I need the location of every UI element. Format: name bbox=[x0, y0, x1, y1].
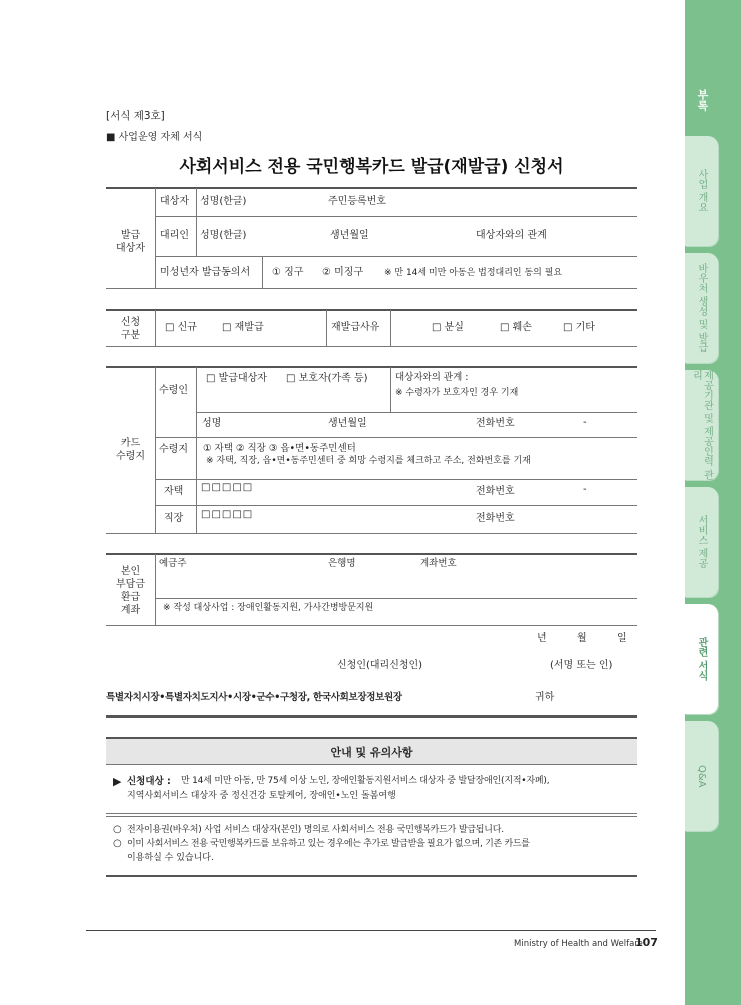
applicant-section-label: 발급 대상자 bbox=[116, 230, 145, 254]
target-name-label: 성명(한글) bbox=[200, 196, 247, 207]
tab-forms[interactable]: 관련 서식 bbox=[685, 604, 718, 714]
target-label: 대상자 bbox=[160, 196, 189, 207]
request-new-checkbox[interactable]: □ 신규 bbox=[165, 322, 197, 333]
sign-day: 일 bbox=[617, 633, 627, 644]
receive-section-label: 카드 수령지 bbox=[116, 438, 145, 462]
receiver-phone-label: 전화번호 bbox=[476, 418, 515, 429]
notice-target-label: 신청대상 : bbox=[127, 776, 171, 787]
signature-label: (서명 또는 인) bbox=[550, 660, 613, 671]
agent-birth-label: 생년월일 bbox=[330, 230, 369, 241]
reason-other-checkbox[interactable]: □ 기타 bbox=[563, 322, 595, 333]
tab-qna[interactable]: Q&A bbox=[685, 721, 718, 831]
circle-bullet-icon: ○ bbox=[113, 838, 122, 849]
circle-bullet-icon: ○ bbox=[113, 824, 122, 835]
home-phone-label: 전화번호 bbox=[476, 486, 515, 497]
notice-target-text-1: 만 14세 미만 아동, 만 75세 이상 노인, 장애인활동지원서비스 대상자 중 발달장애인(지적•자폐), bbox=[181, 776, 550, 786]
tab-appendix-label: 부록 bbox=[696, 89, 709, 111]
addressee: 특별자치시장•특별자치도지사•시장•군수•구청장, 한국사회보장정보원장 bbox=[106, 692, 402, 703]
minor-opt-not-collected[interactable]: ② 미징구 bbox=[322, 267, 364, 278]
notice-target-box bbox=[106, 763, 637, 814]
tab-voucher[interactable]: 바우처 생성 및 발급 bbox=[685, 253, 718, 363]
agent-name-label: 성명(한글) bbox=[200, 230, 247, 241]
form-number: [서식 제3호] bbox=[106, 110, 165, 122]
receiver-relation-note: ※ 수령자가 보호자인 경우 기재 bbox=[395, 388, 519, 398]
work-label: 직장 bbox=[164, 513, 184, 524]
sign-year: 년 bbox=[537, 633, 547, 644]
notice-item-2a: 이미 사회서비스 전용 국민행복카드를 보유하고 있는 경우에는 추가로 발급받을 필요가 없으며, 기존 카드를 bbox=[127, 839, 530, 849]
bank-name-label: 은행명 bbox=[328, 558, 356, 569]
request-reissue-checkbox[interactable]: □ 재발급 bbox=[222, 322, 264, 333]
reissue-reason-label: 재발급사유 bbox=[331, 322, 380, 333]
receiver-target-checkbox[interactable]: □ 발급대상자 bbox=[206, 373, 267, 384]
work-phone-label: 전화번호 bbox=[476, 513, 515, 524]
page-number: 107 bbox=[635, 936, 658, 949]
page-title: 사회서비스 전용 국민행복카드 발급(재발급) 신청서 bbox=[179, 157, 564, 177]
receiver-name-label: 성명 bbox=[202, 418, 222, 429]
receive-place-label: 수령지 bbox=[159, 444, 188, 455]
request-section-label: 신청 구분 bbox=[120, 317, 141, 341]
receiver-phone-dash: - bbox=[583, 417, 587, 428]
receive-place-options[interactable]: ① 자택 ② 직장 ③ 읍•면•동주민센터 bbox=[203, 443, 356, 454]
resident-no-label: 주민등록번호 bbox=[328, 196, 386, 207]
reason-lost-checkbox[interactable]: □ 분실 bbox=[432, 322, 464, 333]
tab-overview[interactable]: 사업 개요 bbox=[685, 136, 718, 246]
reason-damaged-checkbox[interactable]: □ 훼손 bbox=[500, 322, 532, 333]
minor-note: ※ 만 14세 미만 아동은 법정대리인 동의 필요 bbox=[384, 268, 563, 278]
notice-item-2b: 이용하실 수 있습니다. bbox=[127, 853, 214, 863]
notice-target-text-2: 지역사회서비스 대상자 중 정신건강 토탈케어, 장애인•노인 돌봄여행 bbox=[127, 791, 396, 801]
tab-service[interactable]: 서비스 제공 bbox=[685, 487, 718, 597]
receiver-label: 수령인 bbox=[159, 385, 188, 396]
home-label: 자택 bbox=[164, 486, 184, 497]
sign-month: 월 bbox=[577, 633, 587, 644]
work-zip-boxes[interactable]: □□□□□ bbox=[201, 509, 254, 520]
home-zip-boxes[interactable]: □□□□□ bbox=[201, 482, 254, 493]
receiver-guardian-checkbox[interactable]: □ 보호자(가족 등) bbox=[286, 373, 368, 384]
receive-place-note: ※ 자택, 직장, 읍•면•동주민센터 중 희망 수령지를 체크하고 주소, 전화번호를 기재 bbox=[206, 456, 531, 466]
home-phone-dash: - bbox=[583, 484, 587, 495]
arrow-right-icon: ▶ bbox=[113, 775, 122, 788]
minor-opt-collected[interactable]: ① 징구 bbox=[272, 267, 304, 278]
agent-label: 대리인 bbox=[160, 230, 189, 241]
tab-provider[interactable]: 제공기관 및 제공인력 관리 bbox=[685, 370, 718, 480]
minor-consent-label: 미성년자 발급동의서 bbox=[160, 267, 251, 278]
account-number-label: 계좌번호 bbox=[420, 558, 457, 569]
agent-relation-label: 대상자와의 관계 bbox=[476, 230, 547, 241]
account-holder-label: 예금주 bbox=[159, 558, 187, 569]
form-subtitle: ■ 사업운영 자체 서식 bbox=[106, 132, 203, 143]
notice-item-1: 전자이용권(바우처) 사업 서비스 대상자(본인) 명의로 사회서비스 전용 국민행복카드가 발급됩니다. bbox=[127, 825, 504, 835]
refund-note: ※ 작성 대상사업 : 장애인활동지원, 가사간병방문지원 bbox=[163, 603, 374, 613]
receiver-birth-label: 생년월일 bbox=[328, 418, 367, 429]
receiver-relation-label: 대상자와의 관계 : bbox=[395, 372, 469, 383]
footer-publisher: Ministry of Health and Welfare bbox=[514, 939, 643, 949]
refund-section-label: 본인 부담금 환급 계좌 bbox=[116, 566, 145, 616]
notice-title: 안내 및 유의사항 bbox=[106, 737, 637, 765]
applicant-signer-label: 신청인(대리신청인) bbox=[337, 660, 423, 671]
addressee-honorific: 귀하 bbox=[535, 692, 555, 703]
